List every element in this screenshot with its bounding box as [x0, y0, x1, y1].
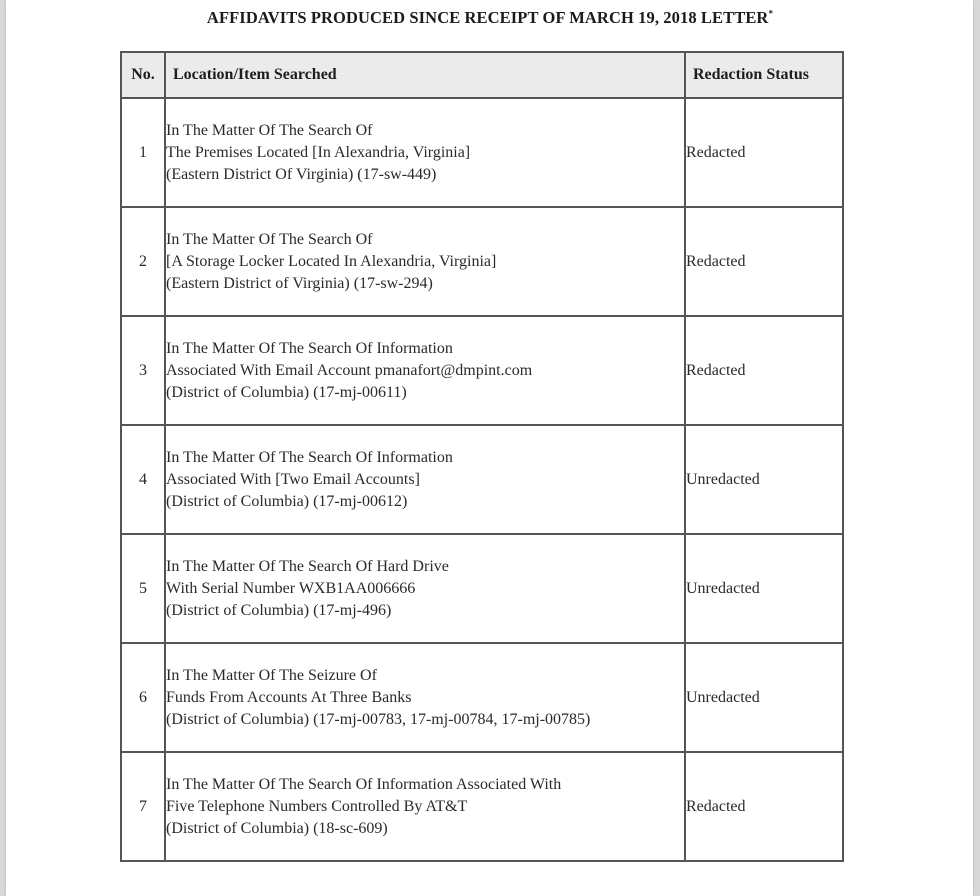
location-line: In The Matter Of The Search Of — [166, 121, 373, 139]
row-number: 7 — [121, 752, 165, 861]
header-location: Location/Item Searched — [165, 52, 685, 98]
table-row — [121, 316, 843, 425]
row-status: Redacted — [685, 207, 843, 316]
location-line: Five Telephone Numbers Controlled By AT&T — [166, 797, 468, 815]
location-line: (Eastern District of Virginia) (17-sw-294) — [166, 274, 433, 292]
row-number: 1 — [121, 98, 165, 207]
location-line: In The Matter Of The Search Of Information — [166, 339, 453, 357]
row-number: 5 — [121, 534, 165, 643]
location-line: (District of Columbia) (18-sc-609) — [166, 819, 388, 837]
location-line: With Serial Number WXB1AA006666 — [166, 579, 416, 597]
table-row — [121, 534, 843, 643]
location-line: (District of Columbia) (17-mj-00612) — [166, 492, 408, 510]
location-line: In The Matter Of The Search Of — [166, 230, 373, 248]
header-no: No. — [121, 52, 165, 98]
row-number: 3 — [121, 316, 165, 425]
location-line: [A Storage Locker Located In Alexandria, Virginia] — [166, 252, 497, 270]
location-line: (Eastern District Of Virginia) (17-sw-449) — [166, 165, 437, 183]
row-location — [165, 534, 685, 643]
row-location — [165, 752, 685, 861]
location-line: (District of Columbia) (17-mj-00611) — [166, 383, 407, 401]
row-location — [165, 643, 685, 752]
affidavits-table — [120, 51, 844, 862]
row-location — [165, 316, 685, 425]
location-line: In The Matter Of The Search Of Hard Drive — [166, 557, 449, 575]
header-status: Redaction Status — [685, 52, 843, 98]
row-status: Unredacted — [685, 643, 843, 752]
row-status: Unredacted — [685, 425, 843, 534]
row-status: Redacted — [685, 316, 843, 425]
location-line: Funds From Accounts At Three Banks — [166, 688, 412, 706]
location-line: Associated With [Two Email Accounts] — [166, 470, 420, 488]
location-line: The Premises Located [In Alexandria, Virginia] — [166, 143, 471, 161]
row-location — [165, 207, 685, 316]
location-line: (District of Columbia) (17-mj-496) — [166, 601, 392, 619]
table-row — [121, 643, 843, 752]
row-status: Redacted — [685, 752, 843, 861]
document-title — [0, 8, 980, 28]
title-footnote-mark: * — [768, 8, 774, 19]
document-title-text: AFFIDAVITS PRODUCED SINCE RECEIPT OF MARCH 19, 2018 LETTER — [206, 8, 769, 27]
location-line: In The Matter Of The Search Of Information Associated With — [166, 775, 562, 793]
table-row — [121, 207, 843, 316]
location-line: (District of Columbia) (17-mj-00783, 17-mj-00784, 17-mj-00785) — [166, 710, 591, 728]
location-line: In The Matter Of The Search Of Information — [166, 448, 453, 466]
row-location — [165, 98, 685, 207]
row-number: 4 — [121, 425, 165, 534]
location-line: Associated With Email Account pmanafort@dmpint.com — [166, 361, 533, 379]
table-header-row — [121, 52, 843, 98]
row-location — [165, 425, 685, 534]
location-line: In The Matter Of The Seizure Of — [166, 666, 377, 684]
row-status: Unredacted — [685, 534, 843, 643]
table-row — [121, 425, 843, 534]
table-row — [121, 752, 843, 861]
table-row — [121, 98, 843, 207]
row-number: 6 — [121, 643, 165, 752]
row-status: Redacted — [685, 98, 843, 207]
row-number: 2 — [121, 207, 165, 316]
